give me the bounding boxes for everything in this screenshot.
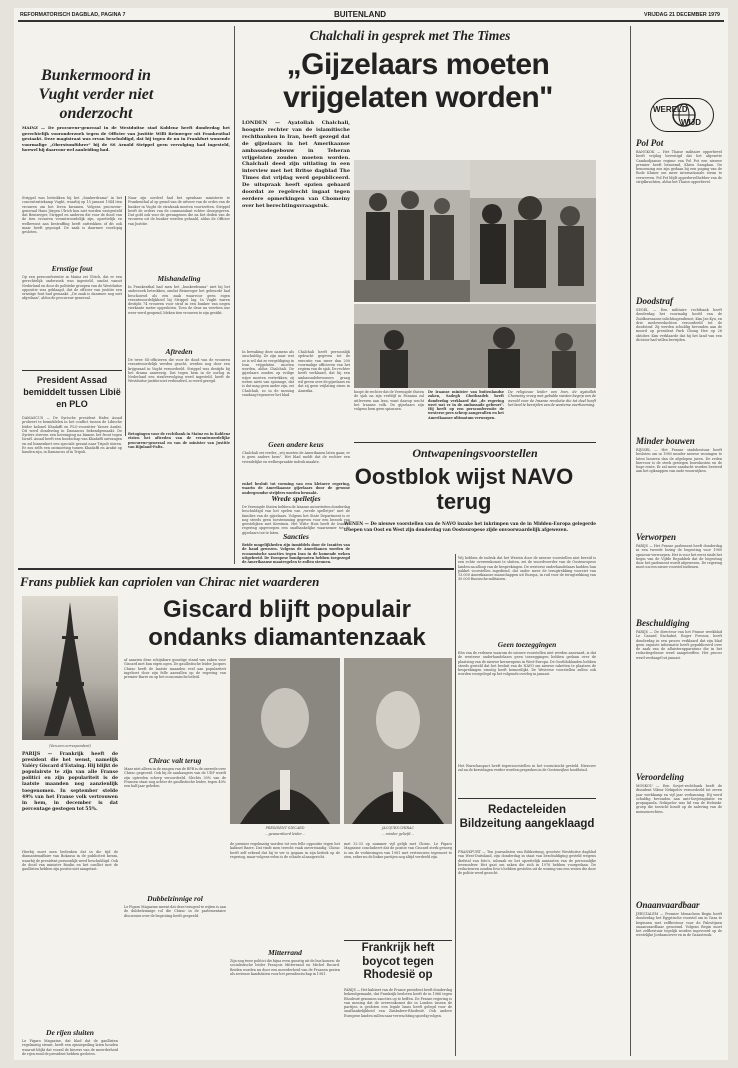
logo-line2: WIJD: [681, 118, 701, 127]
wedstrijd-subhead-wrede-spelletjes: Wrede spelletjes: [271, 494, 321, 503]
giscard-kicker: Frans publiek kan capriolen van Chirac niet waarderen: [20, 574, 320, 589]
section-title: BUITENLAND: [334, 10, 386, 19]
giscard-subhead-rijen-sluiten: De rijen sluiten: [46, 1028, 94, 1037]
caption-giscard-sub: ...gewaardeerd leider...: [265, 832, 305, 836]
bunker-subhead-mishandeling: Mishandeling: [157, 274, 201, 283]
logo-line1: WERELD: [653, 105, 688, 114]
chalchali-col1b: Chalchali heeft persoonlijk opdracht gegeven tot de executie van meer dan 200 voormalige officieren van het regiem van de sjah. De rechter heeft verklaard, dat hij een ambassadebewoners graag wil geven over de gijzelaars en dat zij geen vrijlating eisen in Amerika.: [298, 350, 350, 393]
sidebar-title-verworpen: Verworpen: [636, 532, 677, 542]
giscard-col2b: Maar niet alleen in de rangen van de RPR is de onvrede over Chirac gegroeid. Ook bij de aanhangers van de UDF wordt zijn optreden scherp veroordeeld. Slechts 30% van de Fransen staat nog achter de gaullistische leider, tegen 40% een half jaar geleden.: [124, 767, 226, 789]
giscard-col4: met 32-33 op nummer vijf gelijk met Chirac. Le Figaro Magazine concludeert dat de positie van Giscard sterk genoeg is om de verkiezingen van 1981 met vertrouwen tegemoet te zien, zeker nu de linkse partijen nog altijd verdeeld zijn.: [344, 842, 452, 859]
bunker-col2c: De twee SS-officieren die voor de dood van de vrouwen verantwoordelijk werden geacht, werden nog door een krijgsraad in Vught veroordeeld. Strippel was destijds bij het drama aanwezig. Dat tegen hem in de oorlog in Nederland een strafvervolging werd ingesteld, heeft de Westduitse justitie niet verhinderd, zo werd gezegd.: [128, 358, 230, 384]
chalchali-kicker: Chalchali in gesprek met The Times: [309, 28, 511, 43]
caption-giscard: PRESIDENT GISCARD: [265, 826, 305, 830]
giscard-byline: (Van een correspondent): [49, 744, 91, 748]
bunker-col1b: Op een persconferentie in Mainz zei Ulrich, dat er een gerechtelijk onderzoek was ingesteld, omdat vanuit Nederland en door de politieke groepen van de Westduitse oppositie was geklaagd, dat de officier van justitie een ernstige fout had gemaakt. „De zaak is daarmee nog niet afgedaan", aldus de procureur-generaal.: [22, 275, 122, 301]
giscard-col2c: Le Figaro Magazine meent dat deze terugval te wijten is aan de dubbelzinnige rol die Chirac in de parlementaire discussies over de begroting heeft gespeeld.: [124, 905, 226, 918]
giscard-col1b: Le Figaro Magazine, dat blad dat de gaullisten regelmatig steunt, heeft een opiniepeiling laten houden waaruit blijkt dat vooral de kiezers van de meerderheid de rijen rond de president hebben gesloten.: [22, 1039, 118, 1056]
giscard-col2: af aanzien deze schijnbare gunstige stand van zaken voor Giscard met hun eigen ogen. De gaullistische leider Jacques Chirac heeft de laatste maanden veel aan populariteit ingeboet door zijn felle aanvallen op de regering van premier Barre en op het economische beleid.: [124, 658, 226, 680]
bunker-subhead-aftreden: Aftreden: [165, 347, 193, 356]
sidebar-body-doodstraf: SEOEL — Een militaire rechtbank heeft donderdag het voormalig hoofd van de Zuidkoreaanse inlichtingendienst, Kim Jae Kyu, en drie medeverdachten veroordeeld tot de doodstraf. Zij werden schuldig bevonden aan de moord op president Park Chung Hee op 26 oktober. Kim verklaarde dat hij het land van een dictator had willen bevrijden.: [636, 308, 722, 343]
sidebar-body-pol-pot: BANGKOK — Het Thaise militaire opperbevel heeft vrijdag bevestigd dat het afgezette Cambodjaanse regime van Pol Pot een nieuwe premier heeft benoemd, Khieu Samphan. De benoeming zou zijn gedaan bij een poging van de Rode Khmer om meer internationale steun te verwerven. Pol Pot blijft opperbevelhebber van de strijdkrachten, aldus het Thaise opperbevel.: [636, 150, 722, 185]
oostblok-col1c: Het Warschaupact heeft tegenvoorstellen in het vooruitzicht gesteld. Hierover zal na de kerstdagen verder worden gesproken in de Oostenrijkse hoofdstad.: [458, 764, 596, 773]
chalchali-headline: „Gijzelaars moeten vrijgelaten worden": [283, 48, 553, 114]
wedstrijd-intro: enkel besluit tot vorming van een kleinere regering, waarin de Amerikaanse gijzelaars door de gewone ondergrondse strijders worden bewaakt.: [242, 482, 350, 495]
caption-chirac: JACQUES CHIRAC: [381, 826, 415, 830]
bunker-col2: Naar zijn oordeel had het openbaar ministerie te Frankenthal al op grond van de uitvoer van de ordes van de bunker in Vught de strafzaak moeten voortzetten. Strippel heeft de orders van de commandant echter doorgegeven. Dat gold ook voor de gevangenen die na het doden van de vrouwen uit de bunker werden gehaald, aldus de Officier van Justitie.: [128, 196, 230, 226]
chalchali-col3: hoopt de rechter dat de Verenigde Staten de sjah na zijn verblijf in Panama zal uitleveren aan Iran, want daarop wacht het Iraanse volk. De gijzelaars zijn volgens hem geen spionnen.: [354, 390, 424, 412]
caption-chirac-sub: ...minder geliefd...: [382, 832, 414, 836]
chalchali-col2: Chalchali zei verder, „wij moeten de Amerikanen laten gaan; er is geen andere keus". Het blad meldt dat de rechter een vriendelijke en welbespraakte indruk maakte.: [242, 451, 350, 464]
oostblok-headline: Oostblok wijst NAVO terug: [354, 464, 574, 514]
masthead-left: REFORMATORISCH DAGBLAD, PAGINA 7: [20, 12, 126, 18]
bunker-col2b: In Frankenthal had men het „bunkerdrama" niet bij het onderzoek betrokken, omdat Beinweger het gebeurde had beschouwd als een zaak waarvoor geen eigen verantwoordelijkheid bij Strippel lag. In Vught waren destijds 74 vrouwen voor straf in een bunker van negen vierkante meter opgesloten. Toen de deur na veertien uur weer werd geopend, bleken tien vrouwen te zijn gestikt.: [128, 285, 230, 315]
masthead-date: VRIJDAG 21 DECEMBER 1979: [644, 12, 720, 18]
sidebar-title-doodstraf: Doodstraf: [636, 296, 674, 306]
oostblok-subhead-geen-toezeggingen: Geen toezeggingen: [497, 640, 557, 649]
oostblok-col1: Wij hebben de indruk dat het Westen door de nieuwe voorstellen niet bereid is een echte overeenkomst te sluiten, zei de woordvoerder van de Oosteuropese landen na afloop van de besprekingen. De westerse onderhandelaars hadden hun pakket voorstellen ingediend, dat onder meer de terugtrekking voorziet van 13.000 Amerikaanse manschappen uit Europa, in ruil voor de terugtrekking van 30.000 Russische militairen.: [458, 556, 596, 582]
bunker-col2d: Betogingen voor de rechtbank in Mainz en in Koblenz eisten het aftreden van de verantwoordelijke procureur-generaal en van de minister van Justitie van Rijnland-Palts.: [128, 432, 230, 449]
bildzeitung-body: FRANKFURT — Ten journalisten van Bildzeitung, grootste Westduitse dagblad van West-Duitsland, zijn donderdag in staat van beschuldiging gesteld wegens diefstal van foto's, inbraak en het opzettelijk aantasten van de persoonlijke levenssfeer. Het gaat om zaken die zich in 1976 hebben voorgedaan. De redacteuren zouden foto's hebben gestolen uit de woning van een vrouw die door de politie werd gezocht.: [458, 850, 596, 876]
bildzeitung-headline: Redacteleiden Bildzeitung aangeklaagd: [459, 804, 595, 830]
sidebar-body-minder-bouwen: RIJSSEL — Het Franse stadsbestuur heeft besloten om in 1980 minder nieuwe woningen te laten bouwen dan de afgelopen jaren. De reden hiervoor is de sterk gestegen bouwkosten en de hoge rente. Er zal meer aandacht worden besteed aan het opknappen van oude woonwijken.: [636, 448, 722, 474]
wedstrijd-body2: Beide mogelijkheden zijn inmiddels door de Iraniërs van de hand gewezen. Volgens de Amerikanen worden de economische sancties tegen Iran in de komende weken uitgebreid. De Europese bondgenoten hebben toegezegd de Amerikaanse maatregelen te zullen steunen.: [242, 543, 350, 565]
chalchali-caption-ghotbzadeh: De Iraanse minister van buitenlandse zaken, Sadegh Ghotbzadeh heeft donderdag verklaard dat „de regering weet wat er in de ambassade gebeurt". Hij heeft op een persconferentie de westerse pers scherp aangevallen en het Amerikaanse ultimatum verworpen.: [428, 390, 504, 420]
chalchali-lead: LONDEN — Ayatollah Chalchali, hoogste rechter van de islamitische rechtbanken in Iran, heeft gezegd dat de gijzelaars in het Amerikaanse ambassadegebouw in Teheran vrijgelaten zouden moeten worden. Chalchali deed zijn uitlating in een interview met het Britse dagblad The Times dat vrijdag werd gepubliceerd. De uitspraak heeft opzien gebaard doordat ze regelrecht ingaat tegen eerdere opmerkingen van Chomeiny over het berechtingsvraagstuk.: [242, 120, 350, 209]
bunker-headline: Bunkermoord in Vught verder niet onderzocht: [38, 67, 154, 122]
wedstrijd-subhead-sancties: Sancties: [283, 532, 309, 541]
bunker-col1: Strippel was betrokken bij het „bunkerdrama" in het concentratiekamp Vught, waarbij op 15 januari 1944 tien vrouwen om het leven kwamen. Volgens procureur-generaal Hans Jürgen Ulrich kon niet worden vastgesteld dat Beinweger, Strippel en anderen die voor de dood van de tien vrouwen verantwoordelijk zijn, opzettelijk en welbewust aan bestraffing heeft onttrokken of dit ook maar heeft gepoogd. De zaak is daarmee voorlopig gesloten.: [22, 196, 122, 235]
assad-body: DAMASCUS — De Syrische president Hafez Assad probeert te bemiddelen in het conflict tussen de Libische leider kolonel Khadaffi en PLO-voorzitter Yasser Arafat. Dit werd donderdag in Damascus bekendgemaakt. De Syriërs streven een hereniging na binnen het front tegen Israël. Assad heeft een boodschap van Khadaffi ontvangen en zal binnenkort een speciale gezant naar Tripoli sturen. Er zou zelfs een ontmoeting tussen Khadaffi en Arafat op handen zijn, in Damascus of in Tripoli.: [22, 416, 122, 455]
giscard-col3b: Zijn nog twee politici die bijna even gunstig uit de bus komen: de socialistische leider François Mitterrand en Michel Rocard. Beiden worden nu door een meerderheid van de Fransen gezien als serieuze kandidaten voor het presidentschap in 1981.: [230, 959, 340, 976]
chalchali-caption-chomeiny: De religieuze leider van Iran, de ayatollah Chomeiny vroeg met gebalde vuisten begrip van de wereld voor de Iraanse revolutie die tot doel heeft het land te bevrijden van de westerse overheersing.: [508, 390, 596, 407]
oostblok-lead: WENEN — De nieuwe voorstellen van de NAVO inzake het inkrimpen van de in Midden-Europa gelegerde troepen van Oost en West zijn donderdag van Oosteuropese zijde onvoorwaardelijk afgewezen.: [344, 522, 596, 533]
sidebar-title-beschuldiging: Beschuldiging: [636, 618, 690, 628]
rhodesie-headline: Frankrijk heft boycot tegen Rhodesië op: [361, 942, 435, 981]
sidebar-title-onaanvaardbaar: Onaanvaardbaar: [636, 900, 700, 910]
sidebar-body-onaanvaardbaar: JERUZALEM — Premier Menachem Begin heeft donderdag het Egyptische voorstel om in Gaza te beginnen met zelfbestuur voor de Palestijnen onaanvaardbaar genoemd. Volgens Begin moet het zelfbestuur tegelijk worden ingevoerd op de westelijke Jordaanoever en in de Gazastrook.: [636, 912, 722, 938]
bunker-subhead-ernstige-fout: Ernstige fout: [51, 264, 93, 273]
oostblok-kicker: Ontwapeningsvoorstellen: [412, 446, 538, 460]
chalchali-subhead-geen-andere-keus: Geen andere keus: [268, 440, 324, 449]
giscard-col3: de premier regelmatig worden tot een felle oppositie tegen het kabinet Barre. Dat vindt men terecht vaak onverstandig. Chirac heeft zelf erkend dat hij te ver is gegaan in zijn kritiek op de regering, maar volgens velen is de schade al aangericht.: [230, 842, 340, 859]
giscard-headline: Giscard blijft populair ondanks diamantenzaak: [148, 596, 426, 651]
giscard-subhead-dubbelzinnige-rol: Dubbelzinnige rol: [147, 894, 203, 903]
wedstrijd-body: De Verenigde Staten hebben de Iraanse autoriteiten donderdag beschuldigd van het spelen van „wrede spelletjes" met de families van de gijzelaars. Volgens het State Department is er nog steeds geen toestemming gegeven voor een bezoek van geestelijken met Kerstmis. Het Witte Huis heeft de Iraanse regering opgeroepen een onafhankelijke waarnemer tot de gijzelaars toe te laten.: [242, 505, 350, 535]
sidebar-body-veroordeling: MOSKOU — Een Sovjet-rechtbank heeft de dissident Viktor Nekipelov veroordeeld tot zeven jaar werkkamp en vijf jaar verbanning. Hij werd schuldig bevonden aan anti-Sovjetagitatie en propaganda. Nekipelov was lid van de Helsinki-groep die toezicht houdt op de naleving van de mensenrechten.: [636, 784, 722, 814]
sidebar-title-minder-bouwen: Minder bouwen: [636, 436, 695, 446]
giscard-col1: Hierbij moet men bedenken dat in die tijd de diamantenaffaire van Bokassa in de publiciteit kwam, waarbij de president persoonlijk werd beschuldigd. Ook de dood van minister Boulin en het conflict met de gaullisten hebben zijn positie niet aangetast.: [22, 850, 118, 872]
giscard-subhead-mitterrand: Mitterrand: [268, 948, 302, 957]
assad-headline: President Assad bemiddelt tussen Libië en PLO: [23, 375, 121, 409]
sidebar-title-veroordeling: Veroordeling: [636, 772, 685, 782]
sidebar-title-pol-pot: Pol Pot: [636, 138, 664, 148]
sidebar-body-verworpen: PARIJS — Het Franse parlement heeft donderdag in een tweede lezing de begroting voor 1980 opnieuw verworpen. Het is voor het eerst sinds het begin van de Vijfde Republiek dat de begroting door het parlement wordt afgewezen. De regering moet nu een nieuw voorstel indienen.: [636, 544, 722, 570]
sidebar-body-beschuldiging: PARIJS — De directeur van het Franse weekblad Le Canard Enchaîné, Roger Fressoz, heeft donderdag in een proces verklaard dat zijn blad geen onjuiste informatie heeft gepubliceerd over de zaak van de afluisterapparatuur die in het redactiegebouw werd aangetroffen. Het proces werd verdaagd tot januari.: [636, 630, 722, 660]
bunker-lead: MAINZ — De procureur-generaal in de Westduitse stad Koblenz heeft donderdag het gerechtelijk vooronderzoek tegen de Officier van Justitie Willi Beinweger uit Frankenthal gestaakt. Deze magistraat was ervan beschuldigd, dat hij tegen de nu in Frankfurt wonende voormalige „Oberstumführer" bij de SS Arnold Strippel geen vervolging had ingesteld, hoewel hij daarvoor wel aanleiding had.: [22, 125, 230, 153]
chalchali-col1: In bewaking deze namens als onschuldig. Ze zijn naar wat zo is wil dat ze vergeldiging in Iran vrijgelaten moeten worden, aldus Chalchali. De gijzelaars zouden op veilige wijze moeten vertrekken; zij weten niets van spionage, dat is dat mag geen ander zijn, zei Chalchali, zo in de mening vandaag tegenover het blad.: [242, 350, 294, 397]
rhodesie-body: PARIJS — Het kabinet van de Franse president heeft donderdag bekendgemaakt, dat Frankrijk besloten heeft de in 1966 tegen Rhodesië genomen sancties op te heffen. De Franse regering is van mening dat de overeenkomst die in Londen tussen de partijen is gesloten een legale basis heeft gelegd voor de onafhankelijkheid van Zimbabwe-Rhodesië. Ook andere Europese landen zullen naar verwachting spoedig volgen.: [344, 988, 452, 1018]
giscard-lead: PARIJS — Frankrijk heeft de president die het wenst, namelijk Valéry Giscard d'Estaing. Hij blijkt de populairste te zijn van alle Franse politici en zijn populariteit is de laatste maanden nog aanzienlijk toegenomen. In september stelde 49% van het Franse volk vertrouwen in hem, in december is dat percentage gestegen tot 55%.: [22, 752, 118, 812]
giscard-subhead-chirac-valt-terug: Chirac valt terug: [148, 756, 202, 765]
wedstrijd-shown: [14, 8, 728, 1060]
oostblok-col1b: Eén van de redenen waarom de nieuwe voorstellen niet werden aanvaard, is dat de westerse onderhandelaars geen toezeggingen hebben gedaan over de plaatsing van de nieuwe kernwapens in West-Europa. De Oostbloklanden hebben steeds gesteld dat het besluit van de NAVO om nieuwe raketten te plaatsen de besprekingen ernstig heeft bemoeilijkt. De Westerse voorstellen zullen ook worden voorgelegd op het volgende overleg in januari.: [458, 651, 596, 677]
